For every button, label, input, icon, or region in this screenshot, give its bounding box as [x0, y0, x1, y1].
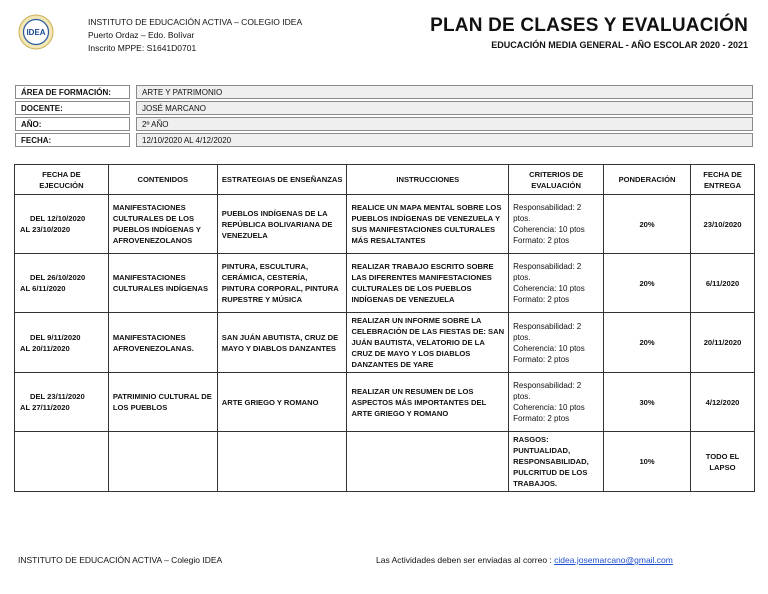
- instrucciones-cell: REALIZAR UN RESUMEN DE LOS ASPECTOS MÁS IMPORTANTES DEL ARTE GRIEGO Y ROMANO: [347, 373, 509, 432]
- plan-header-row: [15, 165, 755, 195]
- instrucciones-cell: REALIZAR TRABAJO ESCRITO SOBRE LAS DIFERENTES MANIFESTACIONES CULTURALES DE LOS PUEBLOS INDÍGENAS DE VENEZUELA: [347, 254, 509, 313]
- table-row: [15, 373, 755, 432]
- header-contenidos: CONTENIDOS: [108, 165, 217, 195]
- criterio: Coherencia: 10 ptos: [513, 343, 585, 353]
- criterio: Responsabilidad: 2 ptos.: [513, 381, 582, 401]
- footer-institution: INSTITUTO DE EDUCACIÓN ACTIVA – Colegio IDEA: [18, 555, 223, 565]
- estrategias-cell: ARTE GRIEGO Y ROMANO: [217, 373, 347, 432]
- header-estrategias: ESTRATEGIAS DE ENSEÑANZAS: [217, 165, 347, 195]
- ponderacion-cell: 20%: [604, 254, 691, 313]
- plan-table: [14, 164, 755, 492]
- instrucciones-cell: [347, 432, 509, 492]
- fecha-desde: DEL 9/11/2020: [30, 332, 81, 342]
- fecha-hasta: AL 6/11/2020: [20, 284, 66, 293]
- fecha-desde: DEL 12/10/2020: [30, 214, 86, 223]
- estrategias-cell: SAN JUÁN ABUTISTA, CRUZ DE MAYO Y DIABLOS DANZANTES: [217, 313, 347, 373]
- fecha-entrega-cell: 20/11/2020: [691, 313, 755, 373]
- fecha-hasta: AL 20/11/2020: [20, 343, 70, 353]
- contenidos-cell: [108, 432, 217, 492]
- criterios-cell: [509, 313, 604, 373]
- fecha-hasta: AL 27/11/2020: [20, 403, 70, 412]
- info-table: [15, 83, 753, 149]
- footer-contact: [376, 555, 673, 565]
- contenidos-cell: MANIFESTACIONES CULTURALES INDÍGENAS: [108, 254, 217, 313]
- instrucciones-cell: REALICE UN MAPA MENTAL SOBRE LOS PUEBLOS INDÍGENAS DE VENEZUELA Y SUS MANIFESTACIONES CULTURALES MÁS RESALTANTES: [347, 195, 509, 254]
- footer-contact-text: Las Actividades deben ser enviadas al correo :: [376, 555, 552, 565]
- estrategias-cell: PUEBLOS INDÍGENAS DE LA REPÚBLICA BOLIVARIANA DE VENEZUELA: [217, 195, 347, 254]
- ponderacion-cell: 20%: [604, 195, 691, 254]
- logo-text: IDEA: [26, 28, 46, 37]
- criterio: Coherencia: 10 ptos: [513, 225, 585, 234]
- criterio: Formato: 2 ptos: [513, 236, 570, 245]
- header-ponderacion: PONDERACIÓN: [604, 165, 691, 195]
- email-link[interactable]: cidea.josemarcano@gmail.com: [554, 555, 673, 565]
- school-logo: [18, 14, 54, 50]
- fecha-ejecucion-cell: [15, 373, 109, 432]
- title-block: [430, 15, 748, 52]
- header-criterios: CRITERIOS DE EVALUACIÓN: [509, 165, 604, 195]
- institution-block: [88, 16, 302, 55]
- header-fecha-entrega: FECHA DE ENTREGA: [691, 165, 755, 195]
- fecha-entrega-cell: 4/12/2020: [691, 373, 755, 432]
- criterio: Formato: 2 ptos: [513, 354, 570, 364]
- contenidos-cell: MANIFESTACIONES CULTURALES DE LOS PUEBLOS INDÍGENAS Y AFROVENEZOLANOS: [108, 195, 217, 254]
- estrategias-cell: PINTURA, ESCULTURA, CERÁMICA, CESTERÍA, PINTURA CORPORAL, PINTURA RUPESTRE Y MÚSICA: [217, 254, 347, 313]
- fecha-ejecucion-cell: [15, 313, 109, 373]
- contenidos-cell: PATRIMINIO CULTURAL DE LOS PUEBLOS: [108, 373, 217, 432]
- contenidos-cell: MANIFESTACIONES AFROVENEZOLANAS.: [108, 313, 217, 373]
- criterio: Coherencia: 10 ptos: [513, 403, 585, 412]
- criterios-cell: [509, 373, 604, 432]
- info-value: 12/10/2020 AL 4/12/2020: [136, 133, 753, 147]
- criterios-cell: [509, 254, 604, 313]
- page-subtitle: EDUCACIÓN MEDIA GENERAL - AÑO ESCOLAR 2020 - 2021: [491, 40, 748, 50]
- fecha-desde: DEL 23/11/2020: [30, 392, 85, 401]
- criterio: Responsabilidad: 2 ptos.: [513, 321, 582, 342]
- fecha-entrega-cell: 23/10/2020: [691, 195, 755, 254]
- header-instrucciones: INSTRUCCIONES: [347, 165, 509, 195]
- criterios-cell: [509, 432, 604, 492]
- ponderacion-cell: 10%: [604, 432, 691, 492]
- info-value: ARTE Y PATRIMONIO: [136, 85, 753, 99]
- criterios-cell: [509, 195, 604, 254]
- info-value: 2º AÑO: [136, 117, 753, 131]
- criterio: Formato: 2 ptos: [513, 295, 570, 304]
- info-row-area: [15, 85, 753, 99]
- criterio: Coherencia: 10 ptos: [513, 284, 585, 293]
- fecha-entrega-cell: TODO EL LAPSO: [691, 432, 755, 492]
- table-row: [15, 313, 755, 373]
- info-label: DOCENTE:: [15, 101, 130, 115]
- info-row-ano: [15, 117, 753, 131]
- fecha-ejecucion-cell: [15, 254, 109, 313]
- institution-registration: Inscrito MPPE: S1641D0701: [88, 43, 197, 53]
- criterio: Responsabilidad: 2 ptos.: [513, 262, 582, 282]
- info-row-docente: [15, 101, 753, 115]
- fecha-ejecucion-cell: [15, 195, 109, 254]
- table-row: [15, 254, 755, 313]
- info-label: FECHA:: [15, 133, 130, 147]
- table-row: [15, 432, 755, 492]
- instrucciones-cell: REALIZAR UN INFORME SOBRE LA CELEBRACIÓN DE LAS FIESTAS DE: SAN JUÁN BAUTISTA, VELATORIO DE LA CRUZ DE MAYO Y LOS DIABLOS DANZANTES DE YARE: [347, 313, 509, 373]
- institution-location: Puerto Ordaz – Edo. Bolívar: [88, 30, 195, 40]
- info-label: AÑO:: [15, 117, 130, 131]
- criterio: RASGOS: PUNTUALIDAD, RESPONSABILIDAD, PULCRITUD DE LOS TRABAJOS.: [513, 435, 589, 488]
- criterio: Responsabilidad: 2 ptos.: [513, 203, 582, 223]
- criterio: Formato: 2 ptos: [513, 414, 570, 423]
- ponderacion-cell: 30%: [604, 373, 691, 432]
- fecha-hasta: AL 23/10/2020: [20, 225, 71, 234]
- fecha-entrega-cell: 6/11/2020: [691, 254, 755, 313]
- fecha-desde: DEL 26/10/2020: [30, 273, 86, 282]
- info-label: ÁREA DE FORMACIÓN:: [15, 85, 130, 99]
- info-row-fecha: [15, 133, 753, 147]
- table-row: [15, 195, 755, 254]
- fecha-ejecucion-cell: [15, 432, 109, 492]
- estrategias-cell: [217, 432, 347, 492]
- info-value: JOSÉ MARCANO: [136, 101, 753, 115]
- institution-name: INSTITUTO DE EDUCACIÓN ACTIVA – COLEGIO IDEA: [88, 17, 303, 27]
- page-title: PLAN DE CLASES Y EVALUACIÓN: [430, 15, 748, 36]
- ponderacion-cell: 20%: [604, 313, 691, 373]
- header-fecha-ejecucion: FECHA DE EJECUCIÓN: [15, 165, 109, 195]
